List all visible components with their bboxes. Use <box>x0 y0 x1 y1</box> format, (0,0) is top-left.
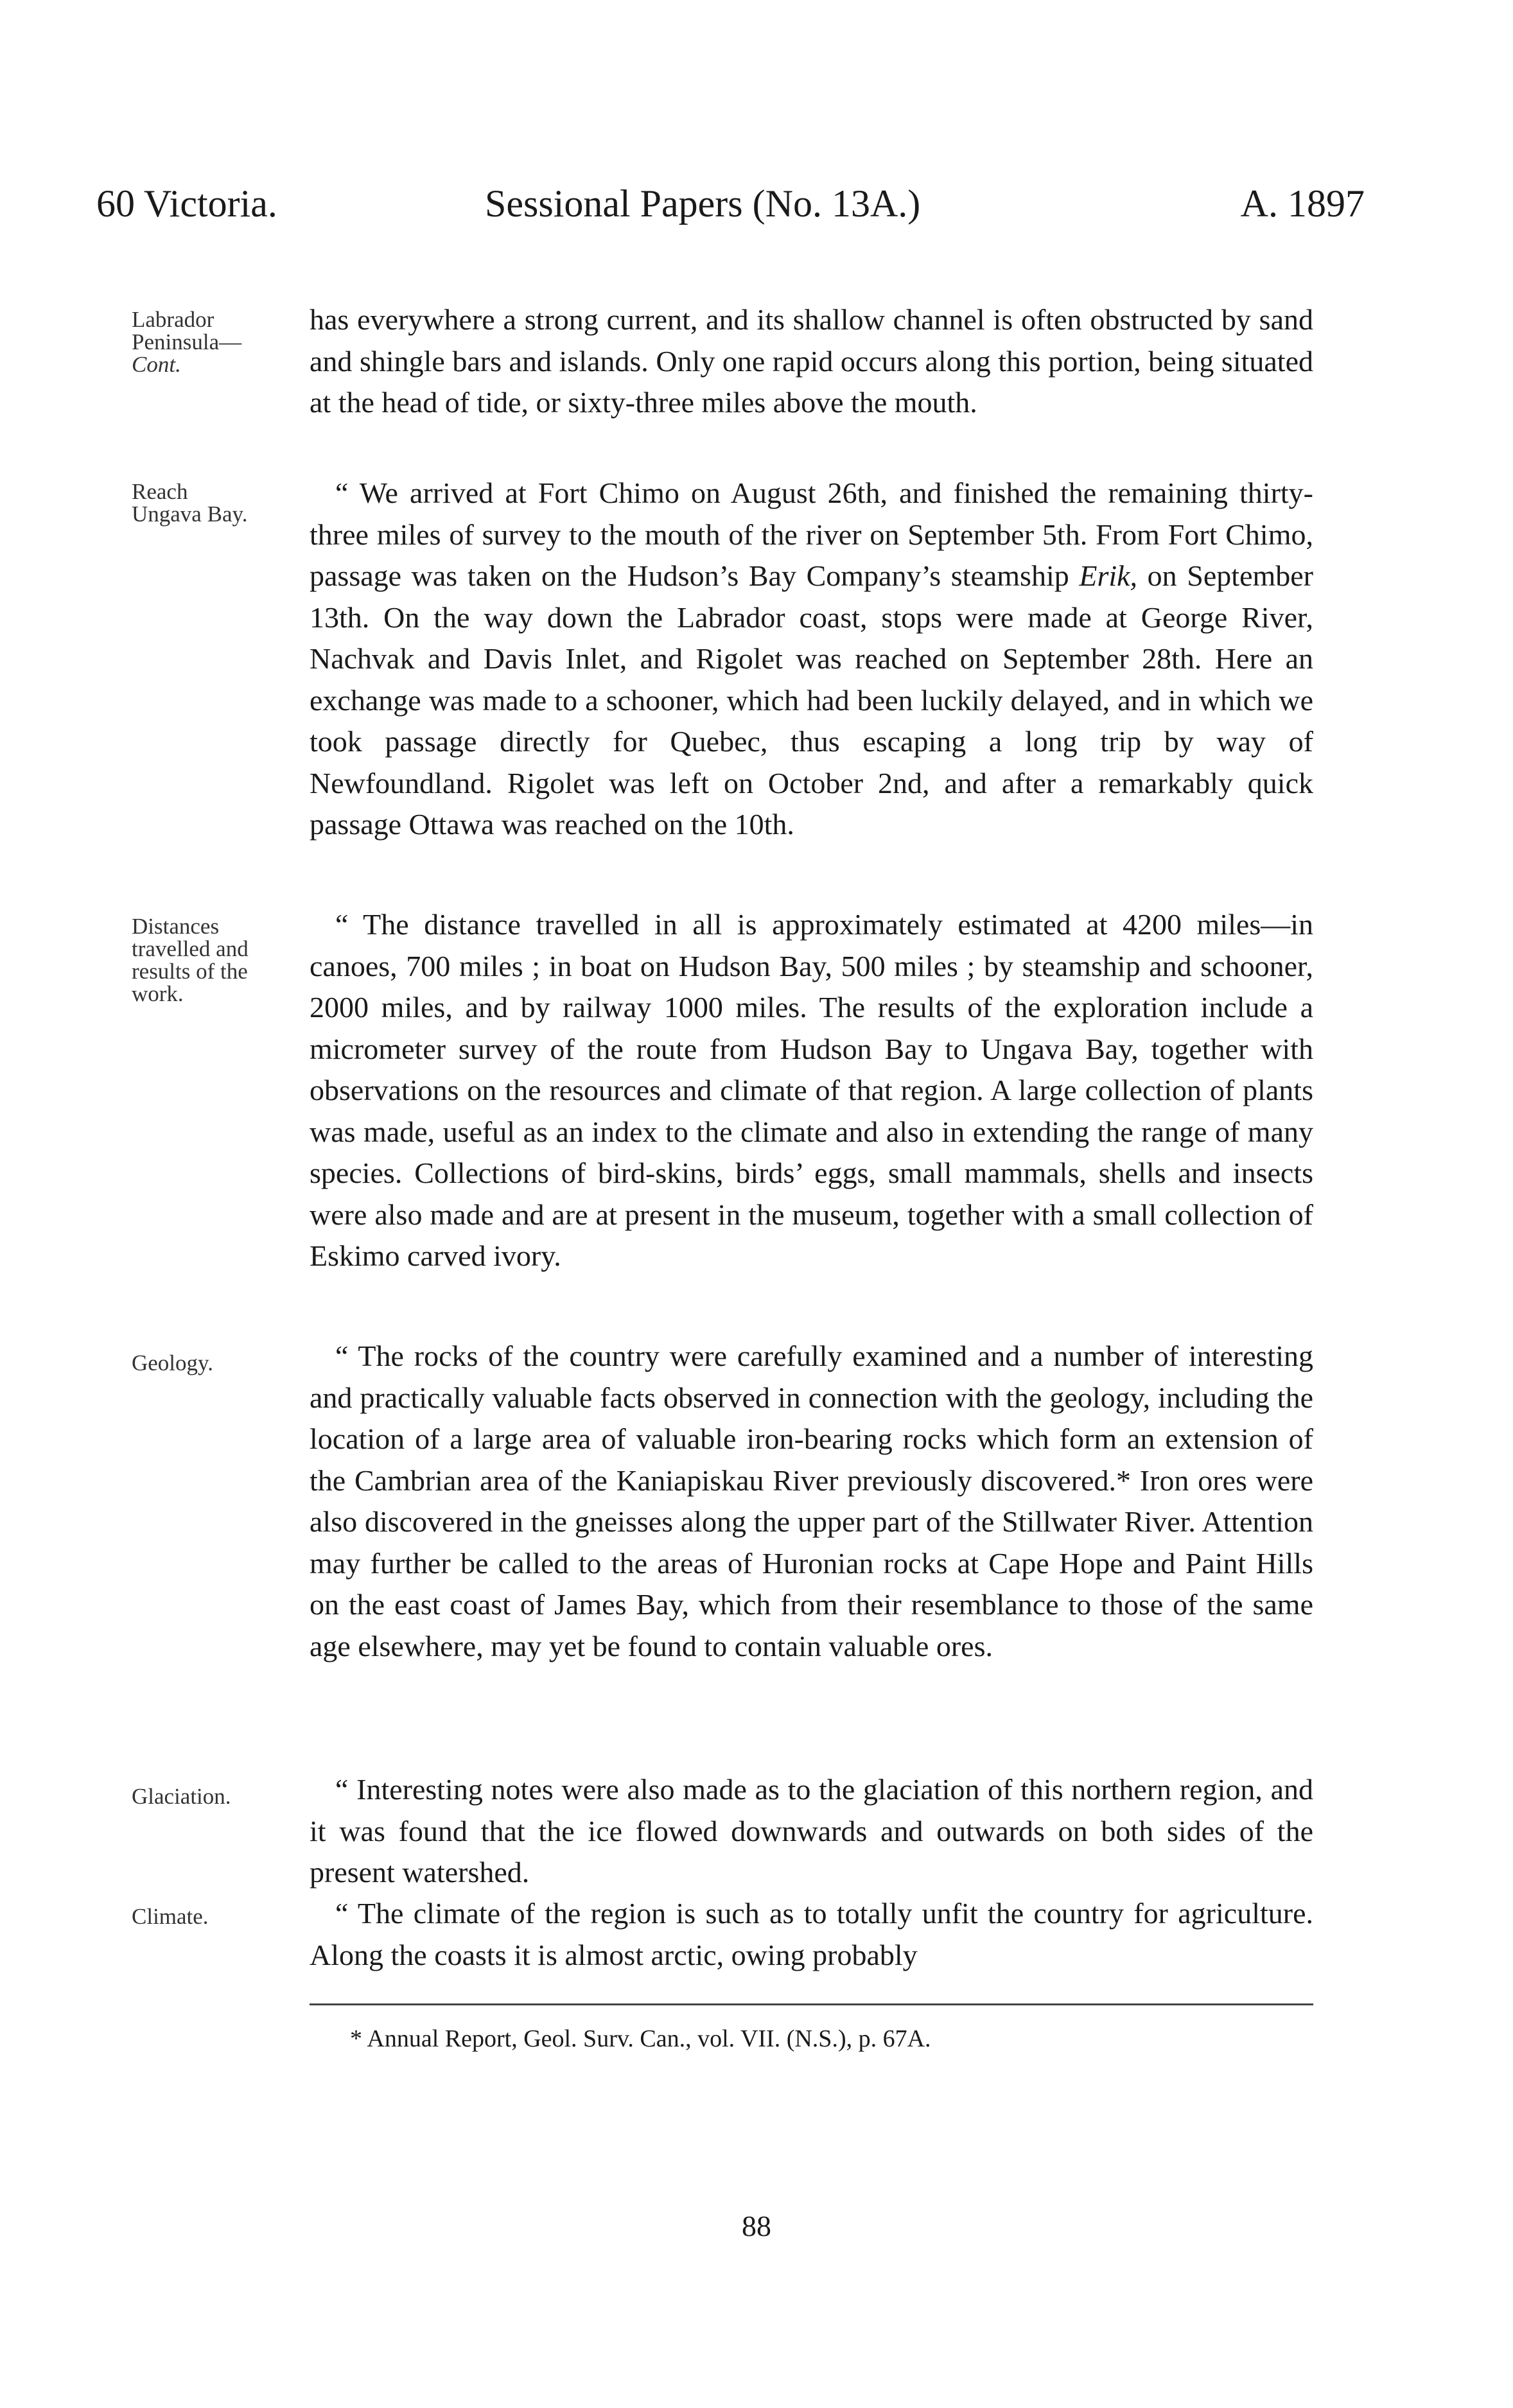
paragraph-glaciation: “ Interesting notes were also made as to the glaciation of this northern region, and it was found that the ice flowed downwards and outwards on both sides of the present watershed. <box>310 1773 1313 1889</box>
running-header <box>96 175 1365 232</box>
paragraph-channel: has everywhere a strong current, and its shallow channel is often obstructed by sand and shingle bars and islands. Only one rapid occurs along this portion, being situated at the head of tide, or sixty-three miles above the mouth. <box>310 303 1313 419</box>
margin-note-labrador: Labrador Peninsula— Cont. <box>132 307 242 377</box>
page-number: 88 <box>742 2210 771 2242</box>
footnote-rule <box>310 2003 1313 2005</box>
margin-note-climate: Climate. <box>132 1904 209 1929</box>
footnote: * Annual Report, Geol. Surv. Can., vol. VII. (N.S.), p. 67A. <box>350 2025 931 2052</box>
paragraph-geology: “ The rocks of the country were carefully examined and a number of interesting and practically valuable facts observed in connection with the geology, including the location of a large area of valuable iron-bearing rocks which form an extension of the Cambrian area of the Kaniapiskau River previously discovered.* Iron ores were also discovered in the gneisses along the upper part of the Stillwater River. Attention may further be called to the areas of Huronian rocks at Cape Hope and Paint Hills on the east coast of James Bay, which from their resemblance to those of the same age elsewhere, may yet be found to contain valuable ores. <box>310 1339 1313 1662</box>
margin-note-geology: Geology. <box>132 1350 214 1375</box>
margin-note-ungava: Reach Ungava Bay. <box>132 479 248 527</box>
margin-note-distances: Distances travelled and results of the work. <box>132 914 249 1006</box>
header-volume: 60 Victoria. <box>96 182 277 225</box>
header-title: Sessional Papers (No. 13A.) <box>485 182 921 225</box>
paragraph-distances: “ The distance travelled in all is approximately estimated at 4200 miles—in canoes, 700 miles ; in boat on Hudson Bay, 500 miles ; by steamship and schooner, 2000 miles, and by railway 1000 miles. The results of the exploration include a micrometer survey of the route from Hudson Bay to Ungava Bay, together with observations on the resources and climate of that region. A large collection of plants was made, useful as an index to the climate and also in extending the range of many species. Collections of bird-skins, birds’ eggs, small mammals, shells and insects were also made and are at present in the museum, together with a small collection of Eskimo carved ivory. <box>310 908 1313 1272</box>
margin-note-glaciation: Glaciation. <box>132 1784 231 1809</box>
header-year: A. 1897 <box>1240 182 1365 225</box>
paragraph-fort-chimo: “ We arrived at Fort Chimo on August 26th, and finished the remaining thirty-three miles of survey to the mouth of the river on September 5th. From Fort Chimo, passage was taken on the Hudson’s Bay Company’s steamship Erik, on September 13th. On the way down the Labrador coast, stops were made at George River, Nachvak and Davis Inlet, and Rigolet was reached on September 28th. Here an exchange was made to a schooner, which had been luckily delayed, and in which we took passage directly for Quebec, thus escaping a long trip by way of Newfoundland. Rigolet was left on October 2nd, and after a remarkably quick passage Ottawa was reached on the 10th. <box>310 476 1313 841</box>
paragraph-climate: “ The climate of the region is such as to totally unfit the country for agriculture. Along the coasts it is almost arctic, owing probably <box>310 1897 1313 1971</box>
